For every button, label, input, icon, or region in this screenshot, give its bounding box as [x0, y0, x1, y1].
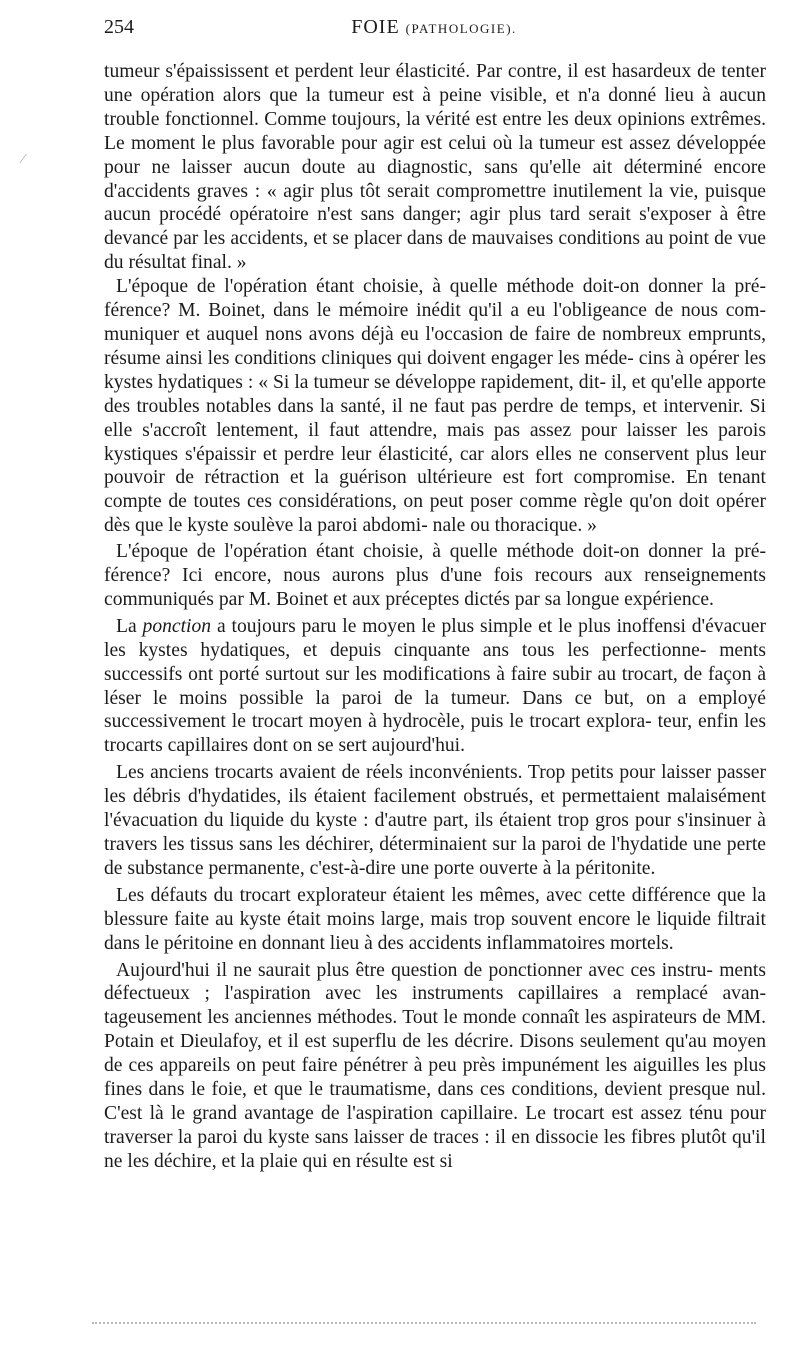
text-line: MM. Potain et Dieulafoy, et il est superflu de les décrire. Disons seulement [104, 1007, 766, 1053]
text-line: il, et qu'elle apporte des troubles notables dans la santé, il ne faut pas perdre [104, 371, 766, 417]
page-number: 254 [104, 16, 134, 38]
bottom-bleed-through-line [92, 1322, 756, 1324]
text-line: ouverte à la péritonite. [479, 857, 656, 879]
text-line: communiqués par M. Boinet et aux préceptes dictés par sa longue expérience. [104, 588, 714, 610]
text-line: passer les débris d'hydatides, ils étaient facilement obstrués, et permettaient [104, 762, 766, 808]
text-line: de temps, et intervenir. Si elle s'accroît lentement, il faut attendre, mais pas [104, 395, 766, 441]
text-line: teur, enfin les trocarts capillaires dont on se sert aujourd'hui. [104, 711, 766, 757]
text-line: cins à opérer les kystes hydatiques : « Si la tumeur se développe rapidement, dit- [104, 347, 766, 393]
text-line: muniquer et auquel nons avons déjà eu l'occasion de faire de nombreux [104, 323, 682, 345]
paragraph-explorer-defects [104, 884, 766, 956]
text-line: férence? Ici encore, nous aurons plus d'une fois recours aux renseignements [104, 565, 766, 587]
text-line: Les anciens trocarts avaient de réels inconvénients. Trop petits pour laisser [116, 762, 712, 784]
text-line: ments successifs ont porté surtout sur les modifications à faire subir au trocart, [104, 639, 766, 685]
paragraph-method-choice [104, 540, 766, 612]
text-fragment: La [116, 615, 143, 637]
text-line: gros pour s'insinuer à travers les tissus sans les déchirer, déterminaient sur la [104, 810, 766, 855]
text-line: est fort compromise. En tenant compte de toutes ces considérations, on peut [104, 467, 766, 513]
text-line: extrêmes. Le moment le plus favorable pour agir est celui où la tumeur est [104, 108, 766, 154]
text-line: que la blessure faite au kyste était moins large, mais trop souvent encore le [104, 884, 766, 930]
text-line: férence? M. Boinet, dans le mémoire inédit qu'il a eu l'obligeance de nous com- [104, 300, 766, 322]
text-line: liquide filtrait dans le péritoine en donnant lieu à des accidents inflammatoires [104, 908, 766, 954]
running-title-section: (PATHOLOGIE). [405, 21, 517, 36]
text-line: aucun trouble fonctionnel. Comme toujours, la vérité est entre les deux opinions [104, 84, 767, 130]
text-line: plus tard serait s'exposer à être devancé par les accidents, et se placer dans de [104, 204, 767, 250]
text-line: assez développée pour ne laisser aucun doute au diagnostic, sans qu'elle ait [104, 132, 766, 178]
running-title [104, 16, 764, 39]
text-line: nale ou thoracique. » [432, 515, 597, 537]
italic-term: ponction [142, 615, 212, 637]
text-line: Les défauts du trocart explorateur étaient les mêmes, avec cette différence [116, 884, 711, 906]
text-line: devient presque nul. C'est là le grand avantage de l'aspiration capillaire. Le [104, 1079, 767, 1124]
text-line: poser comme règle qu'on doit opérer dès que le kyste soulève la paroi abdomi- [104, 491, 766, 537]
paragraph-old-trocarts [104, 761, 766, 881]
text-line: inutilement la vie, puisque aucun procédé opératoire n'est sans danger; agir [104, 180, 766, 226]
text-line: emprunts, résume ainsi les conditions cliniques qui doivent engager les méde- [104, 323, 766, 369]
running-head [104, 16, 764, 46]
text-line: employé successivement le trocart moyen à hydrocèle, puis le trocart explora- [104, 687, 766, 733]
margin-speck: ∕ [22, 152, 25, 167]
running-title-main: FOIE [351, 16, 400, 38]
text-line: malaisément l'évacuation du liquide du kyste : d'autre part, ils étaient trop [104, 786, 766, 832]
paragraph-continued [104, 60, 766, 275]
text-line: paroi de l'hydatide une perte de substance permanente, c'est-à-dire une porte [104, 834, 766, 879]
text-line: déterminé encore d'accidents graves : « agir plus tôt serait compromettre [104, 156, 766, 202]
paragraph-aspiration [104, 959, 766, 1174]
text-line: ments défectueux ; l'aspiration avec les instruments capillaires a remplacé avan- [104, 959, 766, 1005]
text-line: mortels. [610, 932, 674, 954]
text-line: tageusement les anciennes méthodes. Tout le monde connaît les aspirateurs de [104, 1007, 721, 1029]
text-line: tumeur s'épaississent et perdent leur élasticité. Par contre, il est hasardeux de [104, 61, 716, 82]
text-line: mauvaises conditions au point de vue du résultat final. » [104, 228, 766, 274]
text-line: assez pour laisser les parois kystiques s'épaissir et perdre leur élasticité, car [104, 419, 766, 465]
text-line: aiguilles les plus fines dans le foie, et que le traumatisme, dans ces conditions, [104, 1055, 766, 1101]
body-text [104, 60, 766, 1174]
paragraph-ponction [104, 615, 766, 758]
text-line: alors elles ne conservent plus leur pouvoir de rétraction et la guérison ultérieure [104, 443, 766, 489]
text-line: a toujours paru le moyen le plus simple et le plus inoffensi [211, 615, 686, 637]
paragraph-boinet-conditions [104, 275, 766, 538]
text-line: d'évacuer les kystes hydatiques, et depuis cinquante ans tous les perfectionne- [104, 615, 766, 661]
text-line: trocart est assez ténu pour traverser la paroi du kyste sans laisser de traces : il [104, 1102, 766, 1148]
text-line: L'époque de l'opération étant choisie, à quelle méthode doit-on donner la pré- [116, 276, 766, 298]
text-line: Aujourd'hui il ne saurait plus être question de ponctionner avec ces instru- [116, 959, 713, 981]
text-line: L'époque de l'opération étant choisie, à quelle méthode doit-on donner la pré- [116, 541, 766, 563]
text-line: de façon à léser le moins possible la paroi de la tumeur. Dans ce but, on a [104, 663, 767, 709]
text-line: en dissocie les fibres plutôt qu'il ne les déchire, et la plaie qui en résulte est si [104, 1126, 766, 1172]
text-line: tenter une opération alors que la tumeur est à peine visible, et n'a donné lieu à [104, 61, 767, 106]
text-line: qu'au moyen de ces appareils on peut faire pénétrer à peu près impunément les [104, 1031, 766, 1077]
